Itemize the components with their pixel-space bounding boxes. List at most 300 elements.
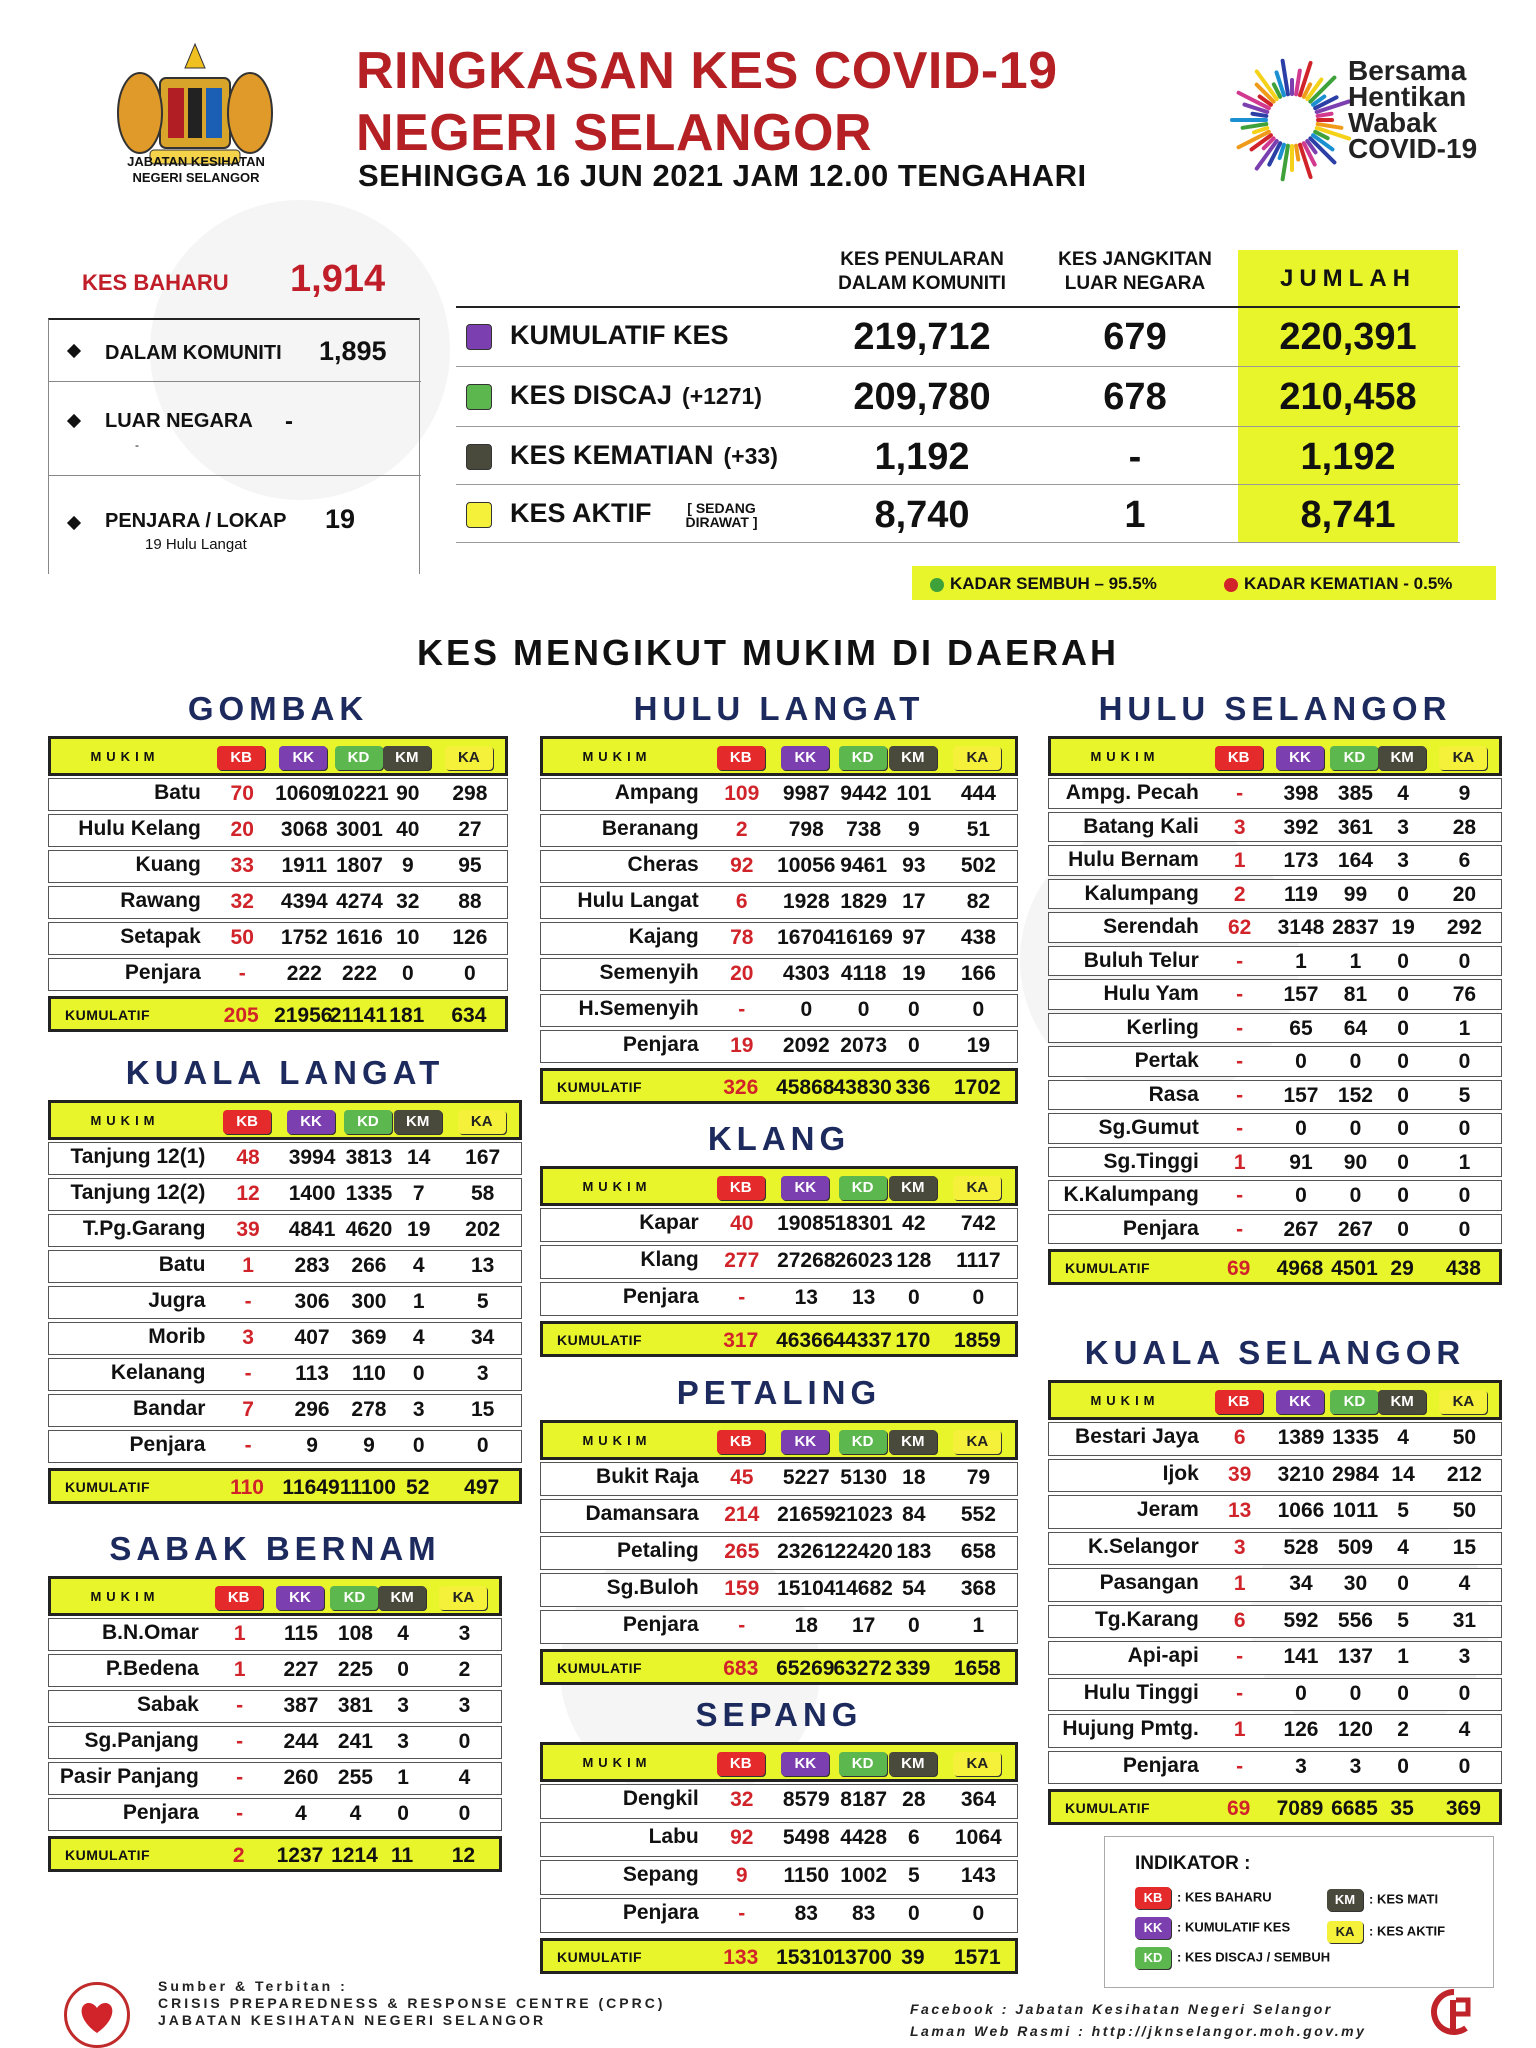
cell-kk: 9987	[782, 782, 830, 805]
table-header	[1048, 1380, 1502, 1420]
cell-kk: 5227	[782, 1466, 830, 1489]
mukim-name: Jeram	[1136, 1498, 1199, 1521]
cell-km: 42	[902, 1212, 926, 1235]
table-row	[1048, 979, 1502, 1010]
cell-kk: 260	[283, 1766, 319, 1789]
cell-km: 5	[1397, 1499, 1409, 1522]
summary-label-text: KES AKTIF	[510, 498, 652, 528]
cell-kd: 137	[1337, 1645, 1373, 1668]
cell-kk: 0	[1295, 1184, 1307, 1207]
cell-kk: 91	[1289, 1150, 1313, 1174]
total-km: 336	[895, 1076, 931, 1099]
kadar-sembuh: KADAR SEMBUH – 95.5%	[930, 574, 1157, 594]
cell-ka: 9	[1458, 782, 1471, 805]
mukim-name: Bestari Jaya	[1075, 1425, 1199, 1448]
mukim-name: Kalumpang	[1084, 881, 1199, 905]
cell-kk: 2092	[782, 1034, 830, 1057]
cell-kd: 13	[851, 1286, 876, 1309]
cell-kd: 9	[363, 1434, 375, 1457]
cell-ka: 364	[960, 1788, 996, 1811]
summary-value-c1: 219,712	[853, 316, 991, 358]
header-mukim: MUKIM	[90, 749, 160, 764]
total-km: 39	[901, 1946, 925, 1969]
cell-kk: 1389	[1277, 1426, 1325, 1449]
mukim-name: B.N.Omar	[101, 1621, 199, 1644]
table-row	[540, 1860, 1018, 1895]
cell-kb: -	[1236, 1050, 1244, 1073]
mukim-name: Penjara	[124, 961, 201, 984]
cell-km: 4	[1397, 1426, 1409, 1449]
table-row	[48, 850, 508, 883]
cell-kk: 3210	[1277, 1462, 1325, 1486]
legend-ka: KA : KES AKTIF	[1327, 1921, 1445, 1943]
kumulatif-row	[48, 1836, 502, 1872]
cell-km: 14	[1391, 1462, 1415, 1486]
district-name: KUALA LANGAT	[125, 1054, 445, 1091]
cell-kk: 34	[1289, 1572, 1313, 1595]
cell-kd: 1335	[1332, 1426, 1379, 1449]
total-ka: 1702	[954, 1076, 1001, 1099]
cell-km: 0	[1397, 1016, 1409, 1040]
table-row	[48, 1358, 522, 1391]
cell-kd: 1829	[840, 890, 887, 913]
cell-km: 0	[397, 1658, 409, 1681]
kumulatif-row	[540, 1938, 1018, 1974]
jumlah-column-bg	[1238, 308, 1458, 542]
cell-kd: 2837	[1332, 916, 1379, 939]
header-km: KM	[383, 746, 431, 770]
header-kk: KK	[287, 1110, 335, 1134]
cell-ka: 6	[1458, 849, 1471, 872]
summary-value-c2: 678	[1103, 376, 1167, 418]
cell-km: 0	[1397, 949, 1409, 973]
cell-kd: 738	[846, 818, 882, 841]
mukim-name: Morib	[148, 1325, 206, 1348]
cell-ka: 4	[1458, 1718, 1471, 1741]
mukim-name: Pasangan	[1099, 1571, 1199, 1594]
cell-kk: 10609	[275, 782, 334, 805]
table-row	[1048, 1714, 1502, 1748]
cell-kk: 1150	[783, 1864, 830, 1887]
cell-kd: 18301	[834, 1212, 893, 1235]
cell-ka: 742	[960, 1212, 996, 1235]
cell-ka: 1	[972, 1614, 985, 1637]
cell-kk: 4841	[288, 1218, 336, 1241]
mukim-name: Klang	[640, 1248, 699, 1271]
cell-ka: 19	[966, 1034, 991, 1057]
cell-kb: 50	[230, 926, 254, 949]
cell-kb: 6	[1233, 1426, 1246, 1449]
header-kb: KB	[1215, 1390, 1263, 1414]
facebook-link[interactable]: Facebook : Jabatan Kesihatan Negeri Selangor	[910, 2001, 1333, 2017]
summary-value-c1: 8,740	[874, 494, 970, 536]
kumulatif-row	[1048, 1249, 1502, 1285]
table-row	[48, 1690, 502, 1723]
mukim-name: Sabak	[136, 1693, 199, 1716]
cell-kd: 152	[1337, 1083, 1373, 1107]
cell-kk: 387	[283, 1694, 319, 1717]
table-row	[48, 1430, 522, 1463]
table-row	[1048, 1113, 1502, 1144]
mukim-name: Hulu Bernam	[1068, 848, 1199, 871]
category-square-icon	[466, 384, 492, 410]
sunburst-ray	[1252, 114, 1266, 116]
table-row	[48, 958, 508, 991]
total-kb: 110	[230, 1476, 264, 1499]
cell-kd: 0	[1349, 1117, 1362, 1140]
mukim-name: Tanjung 12(2)	[70, 1181, 206, 1204]
cell-kk: 13	[794, 1286, 818, 1309]
cell-kb: -	[738, 1614, 746, 1637]
table-row	[48, 1798, 502, 1831]
cell-ka: 79	[966, 1466, 991, 1489]
cell-kk: 283	[294, 1254, 330, 1277]
mukim-name: Ampang	[614, 781, 699, 804]
cell-km: 1	[1397, 1645, 1409, 1668]
mukim-name: K.Kalumpang	[1063, 1183, 1199, 1206]
kes-baharu-label: KES BAHARU	[82, 270, 229, 295]
header-kk: KK	[781, 746, 829, 770]
cell-km: 0	[907, 1286, 920, 1309]
col-head-jumlah: JUMLAH	[1238, 250, 1458, 308]
cell-km: 4	[412, 1254, 425, 1277]
table-row	[1048, 1532, 1502, 1566]
mukim-name: Sepang	[622, 1863, 699, 1886]
summary-value-total: 8,741	[1300, 494, 1396, 536]
kumulatif-row	[1048, 1789, 1502, 1825]
header-kb: KB	[717, 746, 765, 770]
table-row	[48, 886, 508, 919]
kumulatif-label: KUMULATIF	[1065, 1800, 1151, 1816]
cell-kk: 65	[1289, 1016, 1313, 1040]
kes-baharu-value: 1,914	[290, 258, 386, 300]
cell-kd: 1807	[336, 854, 383, 877]
cell-km: 93	[902, 854, 926, 877]
header-kd: KD	[1330, 1390, 1378, 1414]
col-head-luar-negara: KES JANGKITAN LUAR NEGARA	[1058, 249, 1212, 294]
cell-kk: 9	[306, 1434, 318, 1457]
summary-label-text: KES KEMATIAN	[510, 440, 714, 470]
cell-ka: 212	[1446, 1462, 1482, 1486]
cell-kb: -	[1236, 1083, 1244, 1107]
header-ka: KA	[953, 1752, 1001, 1776]
kumulatif-label: KUMULATIF	[557, 1079, 643, 1095]
cell-kb: 6	[735, 890, 748, 913]
table-row	[48, 1286, 522, 1319]
total-kk: 21956	[274, 1004, 333, 1027]
header-ka: KA	[953, 1430, 1001, 1454]
cell-ka: 58	[471, 1182, 495, 1205]
cell-kk: 592	[1283, 1608, 1319, 1632]
cell-kd: 3001	[336, 818, 383, 841]
cell-kb: -	[1236, 782, 1244, 805]
cell-kd: 3	[1349, 1754, 1362, 1778]
kadar-kematian: KADAR KEMATIAN - 0.5%	[1224, 574, 1452, 594]
cell-km: 5	[1397, 1608, 1409, 1632]
table-row	[1048, 1046, 1502, 1077]
table-row	[540, 958, 1018, 991]
cell-kb: 159	[724, 1577, 760, 1600]
mukim-name: T.Pg.Garang	[82, 1217, 206, 1240]
cell-kk: 113	[295, 1362, 329, 1385]
summary-label-suffix: (+1271)	[682, 383, 762, 409]
cell-ka: 1	[1458, 1016, 1471, 1040]
table-row	[540, 1784, 1018, 1819]
cell-kb: 3	[1233, 1535, 1246, 1559]
cell-kk: 244	[283, 1730, 319, 1753]
cell-ka: 0	[1458, 1117, 1471, 1140]
mukim-name: Api-api	[1127, 1644, 1199, 1667]
total-km: 170	[895, 1329, 931, 1352]
table-row	[540, 1822, 1018, 1857]
header-kd: KD	[330, 1586, 378, 1610]
cell-ka: 502	[960, 854, 996, 877]
cell-kd: 266	[351, 1254, 387, 1277]
table-row	[540, 1208, 1018, 1242]
table-row	[1048, 1080, 1502, 1111]
kumulatif-label: KUMULATIF	[65, 1007, 151, 1023]
table-row	[1048, 1180, 1502, 1211]
cell-kk: 398	[1283, 782, 1319, 805]
cell-kk: 21659	[777, 1503, 836, 1526]
cell-kk: 0	[1295, 1117, 1307, 1140]
cell-kb: -	[236, 1730, 244, 1753]
table-row	[48, 1142, 522, 1175]
table-row	[48, 814, 508, 847]
cell-ka: 166	[960, 962, 996, 985]
summary-row-label	[510, 380, 762, 411]
cell-ka: 13	[471, 1254, 495, 1277]
cell-ka: 1	[1458, 1150, 1471, 1174]
table-row	[540, 1499, 1018, 1533]
cell-kb: 45	[730, 1466, 754, 1489]
mukim-name: Jugra	[148, 1289, 206, 1312]
header-kd: KD	[839, 1430, 887, 1454]
total-kb: 69	[1226, 1797, 1251, 1820]
cell-kd: 556	[1337, 1608, 1373, 1632]
cell-km: 3	[1397, 849, 1409, 872]
cell-kk: 157	[1283, 983, 1319, 1006]
cell-km: 10	[396, 926, 420, 949]
cell-km: 90	[396, 782, 420, 805]
cell-ka: 368	[960, 1577, 996, 1600]
table-row	[540, 1245, 1018, 1279]
total-kk: 4968	[1276, 1257, 1324, 1280]
table-row	[1048, 1495, 1502, 1529]
mukim-name: Setapak	[120, 925, 201, 948]
cell-kb: -	[738, 1902, 746, 1925]
footer-links	[910, 1998, 1366, 2042]
cell-kd: 2984	[1332, 1462, 1379, 1486]
cell-kd: 164	[1337, 849, 1373, 872]
cell-km: 17	[902, 890, 926, 913]
cell-km: 0	[1397, 983, 1409, 1006]
cell-kk: 126	[1283, 1718, 1319, 1741]
header-kk: KK	[276, 1586, 324, 1610]
mukim-name: Kapar	[639, 1211, 699, 1234]
mukim-name: Cheras	[627, 853, 699, 876]
mukim-name: Ampg. Pecah	[1065, 781, 1199, 804]
kumulatif-label: KUMULATIF	[557, 1660, 643, 1676]
table-row	[48, 1250, 522, 1283]
total-kk: 45868	[776, 1076, 835, 1099]
cell-kd: 0	[1349, 1681, 1362, 1705]
cell-kb: 20	[730, 962, 754, 985]
total-kd: 1214	[331, 1844, 378, 1867]
header-ka: KA	[953, 746, 1001, 770]
mukim-name: Kuang	[135, 853, 201, 876]
cell-km: 2	[1397, 1718, 1409, 1741]
cell-kb: -	[738, 998, 746, 1021]
cell-kk: 157	[1283, 1083, 1319, 1107]
cell-ka: 0	[1458, 949, 1471, 973]
table-row	[1048, 1641, 1502, 1675]
cell-ka: 0	[458, 1730, 471, 1753]
cell-km: 32	[396, 890, 420, 913]
cell-ka: 27	[458, 818, 482, 841]
cell-kk: 173	[1283, 849, 1319, 872]
cell-km: 5	[907, 1864, 920, 1887]
cell-km: 19	[1391, 916, 1415, 939]
header-km: KM	[889, 1752, 937, 1776]
summary-value-c1: 209,780	[853, 376, 991, 418]
cell-kk: 392	[1283, 815, 1319, 839]
table-row	[48, 1618, 502, 1651]
cell-kk: 1928	[782, 890, 830, 913]
cell-km: 3	[412, 1398, 425, 1421]
cell-kd: 30	[1343, 1572, 1368, 1595]
mukim-name: Semenyih	[599, 961, 699, 984]
cell-kb: -	[1236, 983, 1244, 1006]
kumulatif-row	[48, 996, 508, 1032]
cell-kk: 222	[286, 962, 322, 985]
mukim-name: Penjara	[622, 1033, 699, 1056]
table-row	[540, 778, 1018, 811]
cell-km: 4	[397, 1622, 409, 1645]
table-row	[540, 886, 1018, 919]
cell-ka: 444	[960, 782, 996, 805]
cell-kd: 8187	[840, 1788, 887, 1811]
department-name: JABATAN KESIHATAN NEGERI SELANGOR	[127, 154, 265, 185]
header-km: KM	[889, 746, 937, 770]
total-kd: 21141	[329, 1004, 388, 1027]
total-kk: 11649	[282, 1476, 340, 1499]
cell-ka: 292	[1446, 916, 1482, 939]
mukim-name: Rasa	[1148, 1082, 1199, 1106]
total-ka: 1658	[954, 1657, 1001, 1680]
total-km: 29	[1390, 1257, 1414, 1280]
cell-ka: 0	[458, 1802, 471, 1825]
cell-kk: 23261	[777, 1540, 836, 1563]
cell-ka: 0	[1458, 1217, 1471, 1241]
summary-value-total: 210,458	[1279, 376, 1417, 418]
header-km: KM	[889, 1176, 937, 1200]
cell-kk: 306	[294, 1290, 330, 1313]
cell-km: 18	[902, 1466, 926, 1489]
cell-kd: 17	[851, 1614, 876, 1637]
total-kb: 683	[723, 1657, 759, 1680]
header-mukim: MUKIM	[90, 1113, 160, 1128]
cell-kb: 6	[1233, 1608, 1246, 1632]
header-kk: KK	[781, 1752, 829, 1776]
cell-kd: 4118	[840, 962, 887, 985]
header-kk: KK	[781, 1430, 829, 1454]
cell-kb: -	[1236, 1117, 1244, 1140]
cell-kb: 1	[1233, 1150, 1246, 1174]
district-name: SEPANG	[695, 1696, 863, 1733]
cprc-logo-icon	[1424, 1986, 1484, 2038]
cell-kd: 3813	[345, 1146, 393, 1169]
cell-kd: 222	[341, 962, 378, 985]
mukim-name: Bandar	[133, 1397, 206, 1420]
table-header	[48, 736, 508, 776]
cell-kd: 4620	[345, 1218, 393, 1241]
breakdown-row: PENJARA / LOKAP 19 19 Hulu Langat	[49, 476, 421, 576]
district-name: KUALA SELANGOR	[1084, 1334, 1466, 1371]
cell-kb: 7	[242, 1398, 254, 1421]
total-kd: 6685	[1331, 1797, 1378, 1820]
kumulatif-row	[540, 1321, 1018, 1357]
total-kk: 65269	[776, 1657, 835, 1680]
table-row	[48, 1214, 522, 1247]
bullet-icon	[67, 414, 81, 428]
mukim-name: Beranang	[601, 817, 699, 840]
cell-kd: 83	[851, 1902, 876, 1925]
header-kb: KB	[717, 1752, 765, 1776]
table-header	[48, 1100, 522, 1140]
table-header	[540, 736, 1018, 776]
section-title: KES MENGIKUT MUKIM DI DAERAH	[417, 632, 1119, 673]
cell-km: 0	[412, 1434, 425, 1457]
cell-kb: -	[244, 1290, 252, 1313]
cell-ka: 4	[1458, 1572, 1471, 1595]
cell-ka: 126	[452, 926, 488, 949]
header-kd: KD	[839, 746, 887, 770]
cell-kd: 385	[1337, 782, 1373, 805]
cell-kk: 3994	[288, 1146, 336, 1169]
cell-kk: 4	[295, 1802, 307, 1825]
mukim-name: Penjara	[1122, 1216, 1199, 1240]
cell-ka: 3	[458, 1622, 471, 1645]
cell-kb: -	[738, 1286, 746, 1309]
mukim-name: Pasir Panjang	[59, 1765, 199, 1788]
mukim-name: Labu	[648, 1825, 699, 1848]
table-row	[48, 1394, 522, 1427]
cell-km: 19	[407, 1218, 431, 1241]
kumulatif-label: KUMULATIF	[557, 1332, 643, 1348]
footer-source: Sumber & Terbitan : CRISIS PREPAREDNESS & RESPONSE CENTRE (CPRC) JABATAN KESIHATAN NEGERI SELANGOR	[158, 1978, 666, 2028]
website-link[interactable]: Laman Web Rasmi : http://jknselangor.moh.gov.my	[910, 2023, 1367, 2039]
district-name: PETALING	[676, 1374, 882, 1411]
cell-kk: 4394	[280, 890, 328, 913]
cell-kk: 115	[284, 1622, 318, 1645]
cell-kb: 70	[230, 782, 254, 805]
cell-kk: 83	[794, 1902, 818, 1925]
header-km: KM	[1378, 746, 1426, 770]
district-name: HULU LANGAT	[633, 690, 925, 727]
cell-ka: 82	[966, 890, 991, 913]
cell-ka: 15	[471, 1398, 495, 1421]
cell-kd: 0	[857, 998, 870, 1021]
cell-kb: 9	[735, 1864, 748, 1887]
cell-kk: 4303	[782, 962, 830, 985]
cell-km: 3	[397, 1730, 409, 1753]
cell-kk: 227	[283, 1658, 319, 1681]
total-kb: 205	[223, 1004, 259, 1027]
cell-kk: 1	[1295, 949, 1307, 973]
header-mukim: MUKIM	[582, 1433, 652, 1448]
table-row	[540, 1573, 1018, 1607]
